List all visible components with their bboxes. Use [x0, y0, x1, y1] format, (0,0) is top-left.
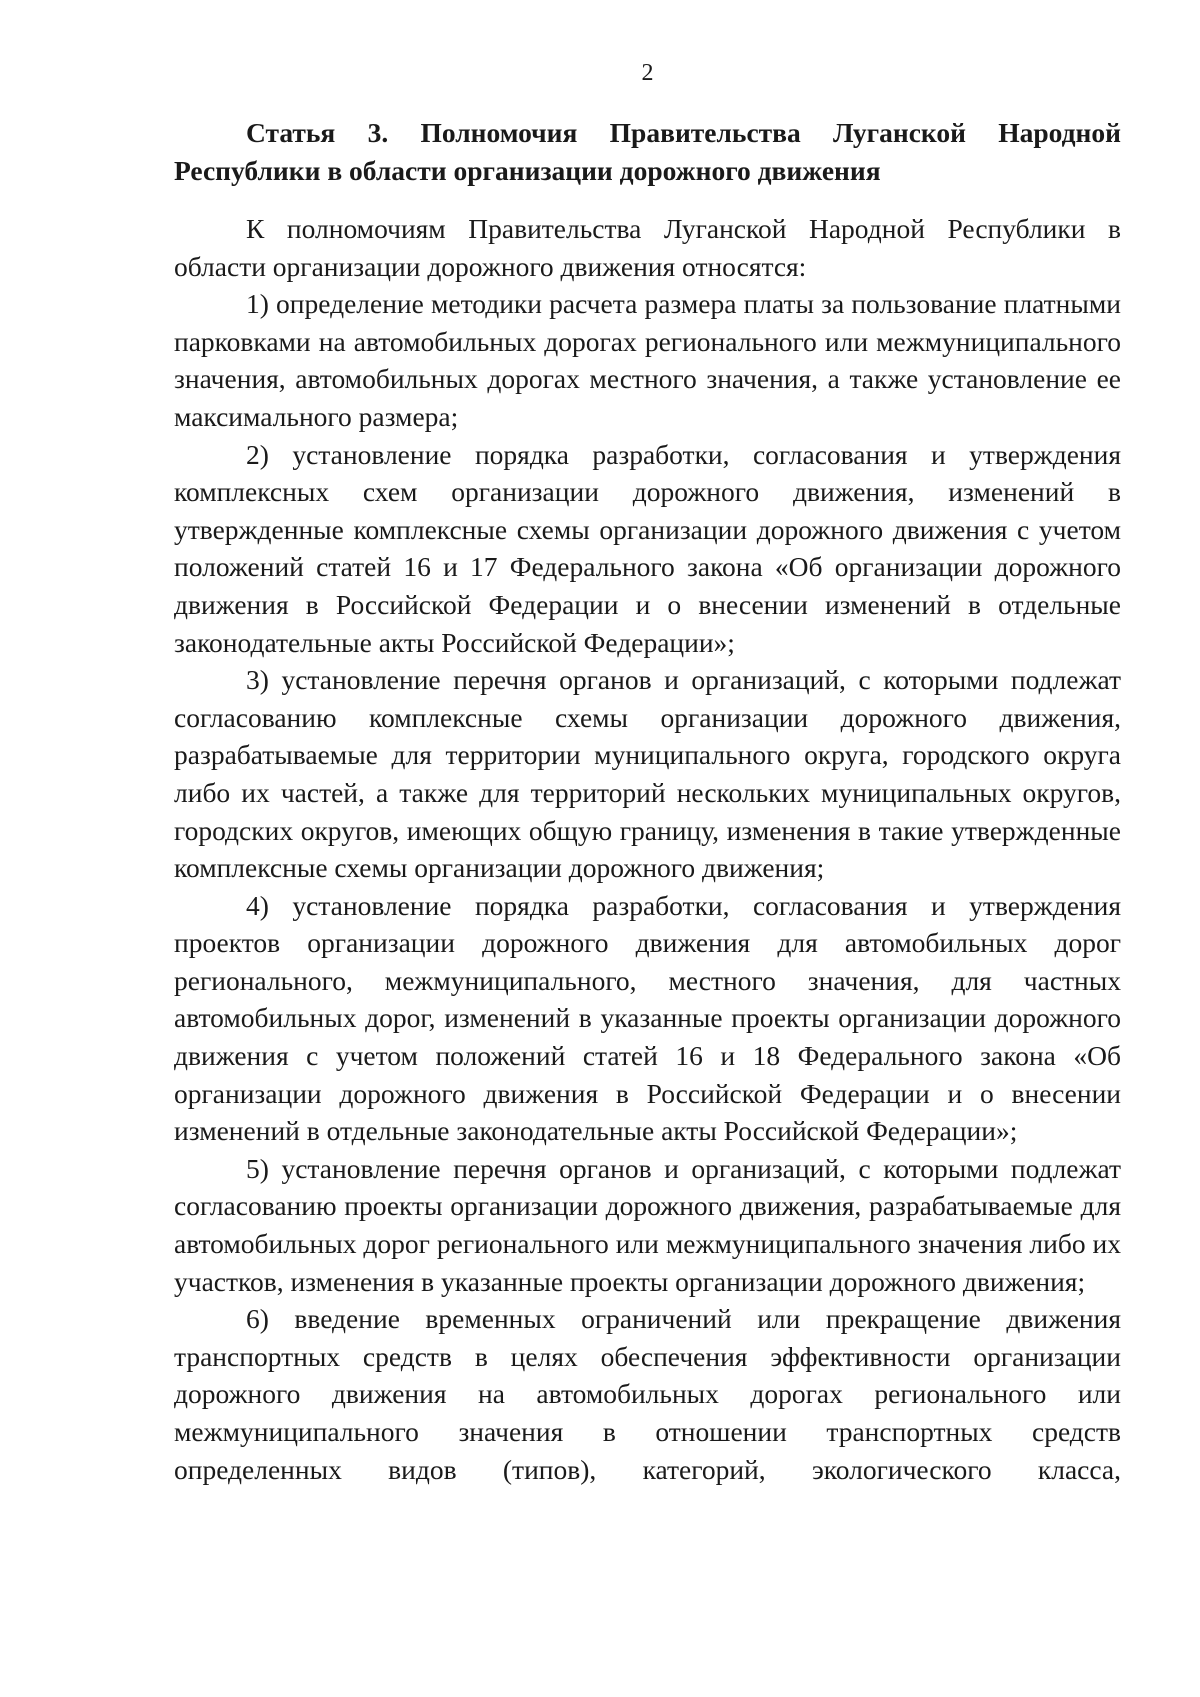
list-item-2: 2) установление порядка разработки, согласования и утверждения комплексных схем организации дорожного движения, изменений в утвержденные комплексные схемы организации дорожного движения с учетом положений статей 16 и 17 Федерального закона «Об организации дорожного движения в Российской Федерации и о внесении изменений в отдельные законодательные акты Российской Федерации»; [174, 438, 1121, 658]
list-item-4: 4) установление порядка разработки, согласования и утверждения проектов организации дорожного движения для автомобильных дорог регионального, межмуниципального, местного значения, для частных автомобильных дорог, изменений в указанные проекты организации дорожного движения с учетом положений статей 16 и 18 Федерального закона «Об организации дорожного движения в Российской Федерации и о внесении изменений в отдельные законодательные акты Российской Федерации»; [174, 889, 1121, 1147]
list-item-3: 3) установление перечня органов и организаций, с которыми подлежат согласованию комплексные схемы организации дорожного движения, разрабатываемые для территории муниципального округа, городского округа либо их частей, а также для территорий нескольких муниципальных округов, городских округов, имеющих общую границу, изменения в такие утвержденные комплексные схемы организации дорожного движения; [174, 664, 1121, 884]
page-number: 2 [641, 60, 654, 86]
article-heading: Статья 3. Полномочия Правительства Луганской Народной Республики в области организации дорожного движения [174, 117, 1121, 186]
list-item-1: 1) определение методики расчета размера платы за пользование платными парковками на автомобильных дорогах регионального или межмуниципального значения, автомобильных дорогах местного значения, а также установление ее максимального размера; [174, 288, 1121, 432]
list-item-5: 5) установление перечня органов и организаций, с которыми подлежат согласованию проекты организации дорожного движения, разрабатываемые для автомобильных дорог регионального или межмуниципального значения либо их участков, изменения в указанные проекты организации дорожного движения; [174, 1152, 1121, 1297]
list-item-6: 6) введение временных ограничений или прекращение движения транспортных средств в целях обеспечения эффективности организации дорожного движения на автомобильных дорогах регионального или межмуниципального значения в отношении транспортных средств определенных видов (типов), категорий, экологического класса, [174, 1303, 1121, 1485]
article-body [174, 210, 1121, 1488]
intro-paragraph: К полномочиям Правительства Луганской Народной Республики в области организации дорожного движения относятся: [174, 213, 1121, 282]
